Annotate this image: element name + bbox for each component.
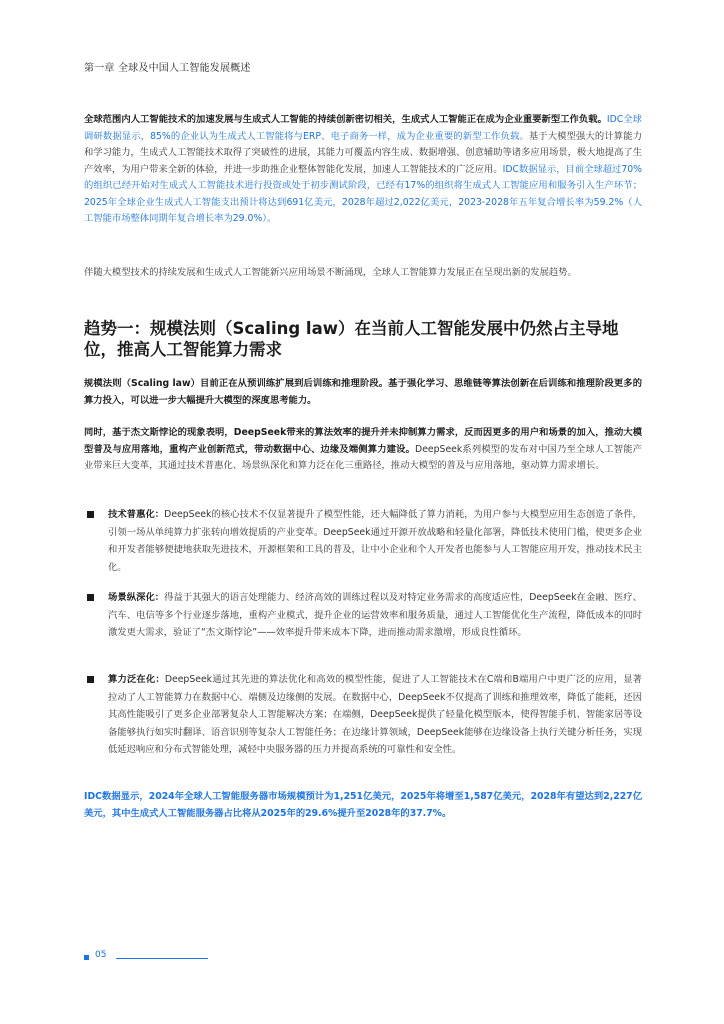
bullet-body: 得益于其强大的语言处理能力、经济高效的训练过程以及对特定业务需求的高度适应性，DeepSeek在金融、医疗、汽车、电信等多个行业逐步落地，重构产业模式，提升企业的运营效率和服务质量，通过人工智能优化生产流程，降低成本的同时激发更大需求，验证了“杰文斯悖论”——效率提升带来成本下降，进而推动需求激增，形成良性循环。 (108, 592, 642, 638)
bullet-label: 场景纵深化： (108, 592, 165, 603)
page-number: 05 (95, 950, 107, 960)
closing-paragraph: IDC数据显示，2024年全球人工智能服务器市场规模预计为1,251亿美元，2025年将增至1,587亿美元，2028年有望达到2,227亿美元，其中生成式人工智能服务器占比将从2025年的29.6%提升至2028年的37.7%。 (84, 791, 642, 819)
intro-paragraph (84, 112, 642, 228)
idc-survey-text: IDC全球调研数据显示，85%的企业认为生成式人工智能将与ERP、电子商务一样，成为企业重要的新型工作负载。 (84, 114, 642, 142)
bullet-text (108, 671, 642, 759)
jevons-paragraph (84, 425, 642, 475)
bullet-text (108, 506, 642, 576)
bullet-label: 技术普惠化： (108, 509, 165, 520)
chapter-header: 第一章 全球及中国人工智能发展概述 (84, 63, 251, 74)
intro-lead: 全球范围内人工智能技术的加速发展与生成式人工智能的持续创新密切相关，生成式人工智能正在成为企业重要新型工作负载。 (84, 114, 607, 125)
bullet-square-icon (87, 594, 94, 601)
bullet-text (108, 589, 642, 642)
bullet-label: 算力泛在化： (108, 674, 165, 685)
bullet-scene-deepening (84, 589, 642, 642)
section-title: 趋势一：规模法则（Scaling law）在当前人工智能发展中仍然占主导地位，推高人工智能算力需求 (84, 319, 619, 359)
transition-paragraph: 伴随大模型技术的持续发展和生成式人工智能新兴应用场景不断涌现，全球人工智能算力发展正在呈现出新的发展趋势。 (84, 267, 577, 278)
jevons-rest: DeepSeek系列模型的发布对中国乃至全球人工智能产业带来巨大变革，其通过技术普惠化、场景纵深化和算力泛在化三重路径，推动大模型的普及与应用落地，驱动算力需求增长。 (84, 443, 642, 471)
footer-square-icon (84, 955, 89, 960)
bullet-square-icon (87, 676, 94, 683)
footer-divider (116, 958, 208, 959)
idc-data-text: IDC数据显示，目前全球超过70%的组织已经开始对生成式人工智能技术进行投资或处于初步测试阶段，已经有17%的组织将生成式人工智能应用和服务引入生产环节；2025年全球企业生成式人工智能支出预计将达到691亿美元，2028年超过2,022亿美元，2023-2028年五年复合增长率为59.2%（人工智能市场整体同期年复合增长率为29.0%）。 (84, 163, 642, 224)
bullet-compute-ubiquity (84, 671, 642, 759)
scaling-law-paragraph: 规模法则（Scaling law）目前正在从预训练扩展到后训练和推理阶段。基于强化学习、思维链等算法创新在后训练和推理阶段更多的算力投入，可以进一步大幅提升大模型的深度思考能力。 (84, 378, 642, 406)
bullet-body: DeepSeek的核心技术不仅显著提升了模型性能，还大幅降低了算力消耗，为用户参与大模型应用生态创造了条件，引领一场从单纯算力扩张转向增效提质的产业变革。DeepSeek通过开源开放战略和轻量化部署，降低技术使用门槛，使更多企业和开发者能够便捷地获取先进技术，开源框架和工具的普及，让中小企业和个人开发者也能参与人工智能应用开发，推动技术民主化。 (108, 509, 642, 573)
bullet-body: DeepSeek通过其先进的算法优化和高效的模型性能，促进了人工智能技术在C端和B端用户中更广泛的应用，显著拉动了人工智能算力在数据中心、端侧及边缘侧的发展。在数据中心，DeepSeek不仅提高了训练和推理效率，降低了能耗，还因其高性能吸引了更多企业部署复杂人工智能解决方案；在端侧，DeepSeek提供了轻量化模型版本，使得智能手机、智能家居等设备能够执行如实时翻译、语音识别等复杂人工智能任务；在边缘计算领域，DeepSeek能够在边缘设备上执行关键分析任务，实现低延迟响应和分布式智能处理，减轻中央服务器的压力并提高系统的可靠性和安全性。 (108, 674, 642, 755)
intro-body: 基于大模型强大的计算能力和学习能力，生成式人工智能技术取得了突破性的进展，其能力可覆盖内容生成、数据增强、创意辅助等诸多应用场景，极大地提高了生产效率，为用户带来全新的体验，并进一步助推企业整体智能化发展，加速人工智能技术的广泛应用。 (84, 130, 642, 175)
jevons-bold: 同时，基于杰文斯悖论的现象表明，DeepSeek带来的算法效率的提升并未抑制算力需求，反而因更多的用户和场景的加入，推动大模型普及与应用落地，重构产业创新范式，带动数据中心、边缘及端侧算力建设。 (84, 427, 642, 455)
bullet-square-icon (87, 511, 94, 518)
bullet-tech-inclusion (84, 506, 642, 576)
